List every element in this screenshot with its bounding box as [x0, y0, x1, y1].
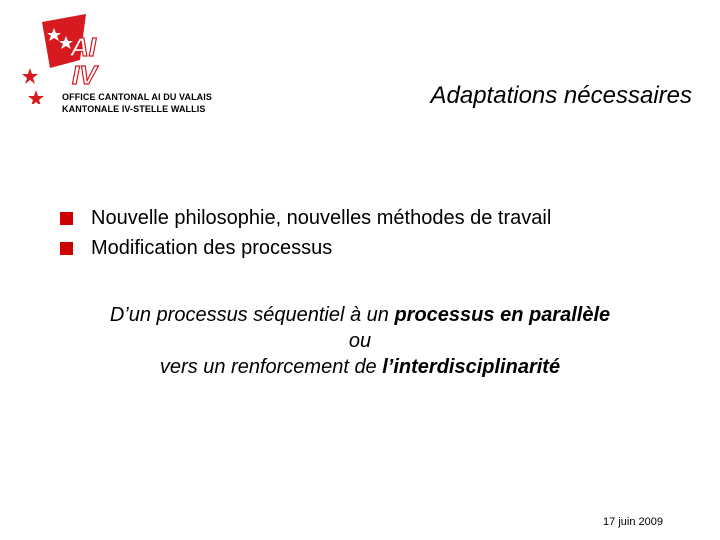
slide-date: 17 juin 2009	[603, 516, 663, 528]
statement-part1-emphasis: processus en parallèle	[394, 304, 611, 326]
svg-text:AI: AI	[70, 32, 96, 62]
slide-title: Adaptations nécessaires	[430, 82, 692, 109]
logo-text-line-1: OFFICE CANTONAL AI DU VALAIS	[62, 92, 212, 102]
statement-part1: D’un processus séquentiel à un	[109, 304, 395, 326]
ai-iv-emblem-icon	[14, 12, 124, 104]
bullet-list	[60, 203, 551, 263]
svg-text:IV: IV	[72, 60, 97, 90]
statement-part2-emphasis: l’interdisciplinarité	[382, 356, 561, 378]
statement-connector: ou	[348, 330, 372, 352]
bullet-text: Modification des processus	[91, 236, 333, 259]
bullet-item	[60, 233, 551, 263]
bullet-text: Nouvelle philosophie, nouvelles méthodes de travail	[91, 206, 552, 229]
logo-ai-iv-valais	[14, 12, 214, 122]
square-bullet-icon	[60, 242, 73, 255]
logo-text-line-2: KANTONALE IV-STELLE WALLIS	[62, 104, 206, 114]
statement-part2: vers un renforcement de	[159, 356, 383, 378]
bullet-item	[60, 203, 551, 233]
square-bullet-icon	[60, 212, 73, 225]
statement-block	[0, 302, 720, 380]
